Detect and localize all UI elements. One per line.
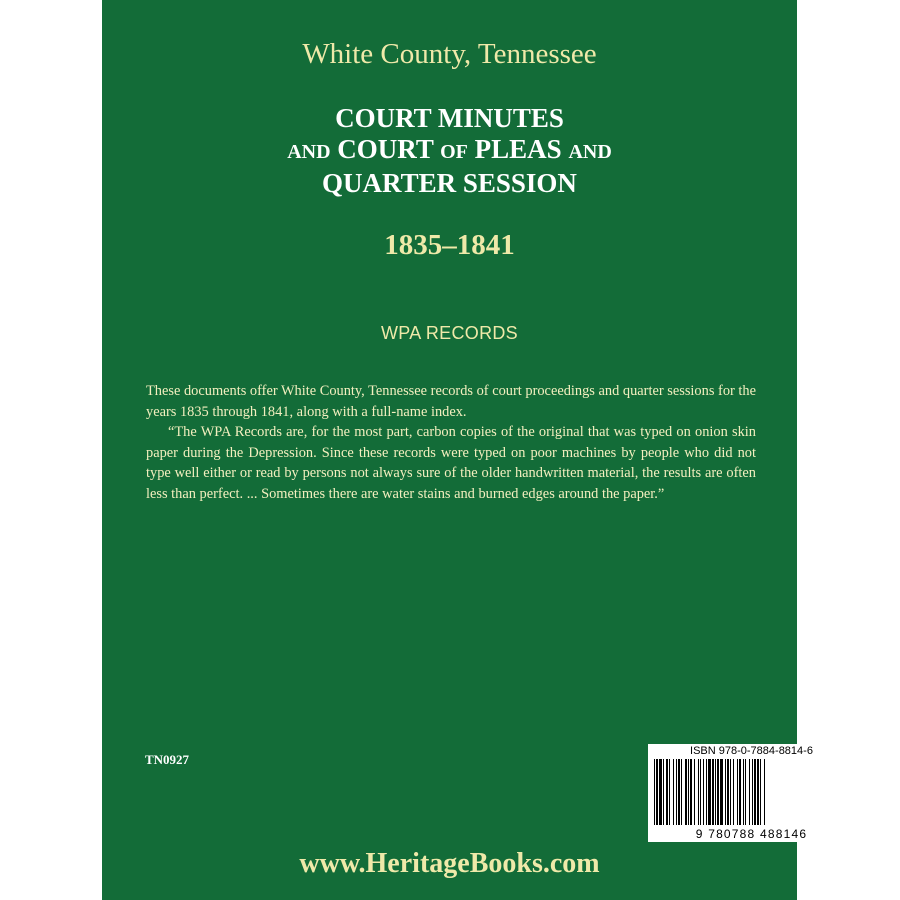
barcode-bar	[681, 759, 682, 825]
barcode-bar	[745, 759, 746, 825]
barcode-bar	[730, 759, 731, 825]
title-word-pleas: PLEAS	[474, 134, 562, 164]
barcode-bar	[717, 759, 719, 825]
barcode-bar	[720, 759, 723, 825]
county-heading: White County, Tennessee	[302, 38, 597, 70]
barcode-bar	[715, 759, 716, 825]
barcode-bar	[656, 759, 658, 825]
barcode-bar	[760, 759, 761, 825]
barcode-bar	[708, 759, 711, 825]
publisher-website: www.HeritageBooks.com	[299, 848, 600, 879]
barcode-bar	[694, 759, 695, 825]
description-paragraph: These documents offer White County, Tennessee records of court proceedings and quarter sessions for the years 1835 through 1841, along with a full-name index.	[146, 383, 756, 420]
barcode-bar	[757, 759, 759, 825]
barcode-bar	[685, 759, 687, 825]
barcode-bar	[676, 759, 677, 825]
barcode-bar	[733, 759, 734, 825]
year-range: 1835–1841	[384, 229, 515, 261]
barcode-bar	[690, 759, 692, 825]
barcode-bar	[678, 759, 680, 825]
barcode-bar	[688, 759, 689, 825]
barcode-bar	[712, 759, 714, 825]
title-word-and-2: AND	[568, 141, 612, 163]
barcode-bar	[669, 759, 670, 825]
barcode-bar	[666, 759, 668, 825]
book-title	[102, 103, 797, 199]
barcode-graphic	[652, 759, 851, 825]
barcode-bar	[659, 759, 662, 825]
barcode-bar	[764, 759, 765, 825]
barcode-bar	[739, 759, 741, 825]
barcode-bar	[698, 759, 699, 825]
isbn-barcode	[648, 744, 855, 842]
title-word-court: COURT	[337, 134, 434, 164]
barcode-bar	[725, 759, 726, 825]
title-line-1: COURT MINUTES	[335, 103, 564, 133]
barcode-bar	[727, 759, 729, 825]
title-word-and: AND	[287, 141, 331, 163]
barcode-bar	[737, 759, 738, 825]
barcode-bar	[703, 759, 704, 825]
barcode-bar	[700, 759, 701, 825]
title-line-3: QUARTER SESSION	[322, 168, 577, 198]
title-word-of: OF	[440, 141, 468, 163]
title-line-2	[102, 134, 797, 168]
isbn-digits: 9 780788 488146	[695, 827, 808, 841]
barcode-bar	[663, 759, 664, 825]
barcode-bar	[743, 759, 744, 825]
book-back-cover	[102, 0, 813, 900]
product-code: TN0927	[145, 752, 190, 767]
description-quote: “The WPA Records are, for the most part, carbon copies of the original that was typed on onion skin paper during the Depression. Since these records were typed on poor machines by people who did not type well either or read by persons not always sure of the older handwritten material, the results are often less than perfect. ... Sometimes there are water stains and burned edges around the paper.”	[146, 424, 756, 502]
barcode-bar	[754, 759, 756, 825]
barcode-bar	[706, 759, 707, 825]
barcode-bar	[654, 759, 655, 825]
description	[146, 381, 756, 504]
series-label: WPA RECORDS	[381, 323, 518, 343]
barcode-bar	[749, 759, 750, 825]
isbn-label: ISBN 978-0-7884-8814-6	[690, 745, 813, 757]
barcode-bar	[752, 759, 753, 825]
barcode-bar	[673, 759, 674, 825]
